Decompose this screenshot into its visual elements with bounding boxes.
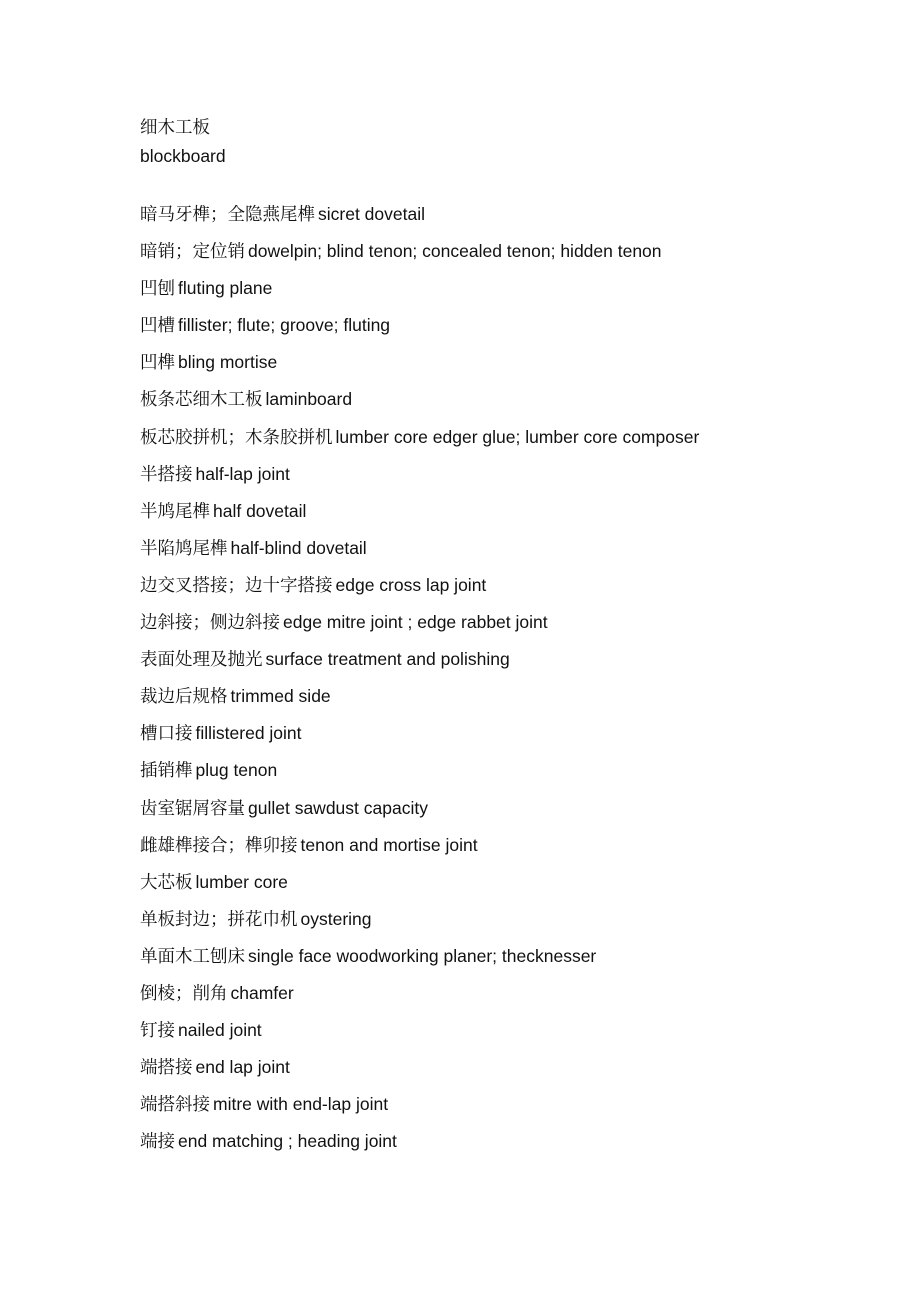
entry-chinese-term: 凹榫 xyxy=(140,353,175,374)
entry-english-term: half-blind dovetail xyxy=(230,537,367,558)
glossary-entry xyxy=(140,277,699,314)
entry-chinese-term: 齿室锯屑容量 xyxy=(140,798,245,819)
glossary-entry xyxy=(140,463,699,500)
entry-english-term: edge mitre joint ; edge rabbet joint xyxy=(283,612,548,633)
glossary-entry xyxy=(140,834,699,871)
glossary-entry xyxy=(140,500,699,537)
entry-english-term: lumber core xyxy=(195,871,288,892)
entry-chinese-term: 裁边后规格 xyxy=(140,687,228,708)
entry-chinese-term: 单面木工刨床 xyxy=(140,946,245,967)
glossary-entry xyxy=(140,982,699,1019)
entry-english-term: gullet sawdust capacity xyxy=(248,797,428,818)
glossary-list xyxy=(140,203,699,1167)
entry-english-term: fluting plane xyxy=(178,278,273,299)
entry-chinese-term: 钉接 xyxy=(140,1021,175,1042)
entry-english-term: trimmed side xyxy=(230,686,331,707)
entry-chinese-term: 半鸠尾榫 xyxy=(140,501,210,522)
entry-chinese-term: 大芯板 xyxy=(140,872,193,893)
entry-english-term: lumber core edger glue; lumber core composer xyxy=(335,426,700,447)
entry-english-term: nailed joint xyxy=(178,1020,262,1041)
entry-chinese-term: 板条芯细木工板 xyxy=(140,390,263,411)
glossary-entry xyxy=(140,685,699,722)
entry-chinese-term: 板芯胶拼机；木条胶拼机 xyxy=(140,427,333,448)
glossary-entry xyxy=(140,1019,699,1056)
glossary-entry xyxy=(140,203,699,240)
entry-english-term: fillistered joint xyxy=(195,723,302,744)
entry-english-term: half dovetail xyxy=(213,500,307,521)
glossary-entry xyxy=(140,759,699,796)
glossary-entry xyxy=(140,797,699,834)
entry-english-term: end lap joint xyxy=(195,1057,290,1078)
entry-english-term: bling mortise xyxy=(178,352,278,373)
glossary-entry xyxy=(140,1130,699,1167)
glossary-entry xyxy=(140,240,699,277)
entry-chinese-term: 边交叉搭接；边十字搭接 xyxy=(140,575,333,596)
entry-english-term: fillister; flute; groove; fluting xyxy=(178,315,391,336)
entry-chinese-term: 凹槽 xyxy=(140,316,175,337)
glossary-entry xyxy=(140,908,699,945)
entry-chinese-term: 半陷鸠尾榫 xyxy=(140,538,228,559)
entry-english-term: chamfer xyxy=(230,982,294,1003)
glossary-entry xyxy=(140,611,699,648)
entry-chinese-term: 端搭斜接 xyxy=(140,1095,210,1116)
glossary-entry xyxy=(140,1056,699,1093)
glossary-entry xyxy=(140,722,699,759)
entry-chinese-term: 边斜接；侧边斜接 xyxy=(140,613,280,634)
glossary-entry xyxy=(140,871,699,908)
entry-english-term: laminboard xyxy=(265,389,353,410)
glossary-entry xyxy=(140,388,699,425)
entry-english-term: plug tenon xyxy=(195,760,278,781)
glossary-entry xyxy=(140,426,699,463)
entry-chinese-term: 槽口接 xyxy=(140,724,193,745)
entry-english-term: half-lap joint xyxy=(195,463,290,484)
glossary-entry xyxy=(140,351,699,388)
entry-chinese-term: 暗马牙榫；全隐燕尾榫 xyxy=(140,205,315,225)
glossary-entry xyxy=(140,574,699,611)
entry-english-term: dowelpin; blind tenon; concealed tenon; hidden tenon xyxy=(248,241,662,262)
entry-chinese-term: 半搭接 xyxy=(140,464,193,485)
entry-chinese-term: 表面处理及抛光 xyxy=(140,650,263,671)
entry-english-term: oystering xyxy=(300,908,372,929)
entry-english-term: surface treatment and polishing xyxy=(265,649,510,670)
glossary-entry xyxy=(140,1093,699,1130)
entry-chinese-term: 端接 xyxy=(140,1132,175,1153)
glossary-entry xyxy=(140,945,699,982)
entry-chinese-term: 凹刨 xyxy=(140,279,175,300)
entry-english-term: single face woodworking planer; thecknesser xyxy=(248,945,597,966)
heading-english: blockboard xyxy=(140,146,226,166)
heading-chinese: 细木工板 xyxy=(140,117,210,137)
glossary-entry xyxy=(140,648,699,685)
glossary-entry xyxy=(140,314,699,351)
entry-english-term: end matching ; heading joint xyxy=(178,1131,397,1152)
entry-chinese-term: 暗销；定位销 xyxy=(140,242,245,263)
entry-chinese-term: 插销榫 xyxy=(140,761,193,782)
entry-chinese-term: 倒棱；削角 xyxy=(140,983,228,1004)
entry-chinese-term: 单板封边；拼花巾机 xyxy=(140,909,298,930)
entry-english-term: sicret dovetail xyxy=(318,204,425,224)
entry-chinese-term: 端搭接 xyxy=(140,1058,193,1079)
entry-chinese-term: 雌雄榫接合；榫卯接 xyxy=(140,835,298,856)
entry-english-term: tenon and mortise joint xyxy=(300,834,478,855)
glossary-entry xyxy=(140,537,699,574)
entry-english-term: mitre with end-lap joint xyxy=(213,1094,389,1115)
entry-english-term: edge cross lap joint xyxy=(335,574,487,595)
